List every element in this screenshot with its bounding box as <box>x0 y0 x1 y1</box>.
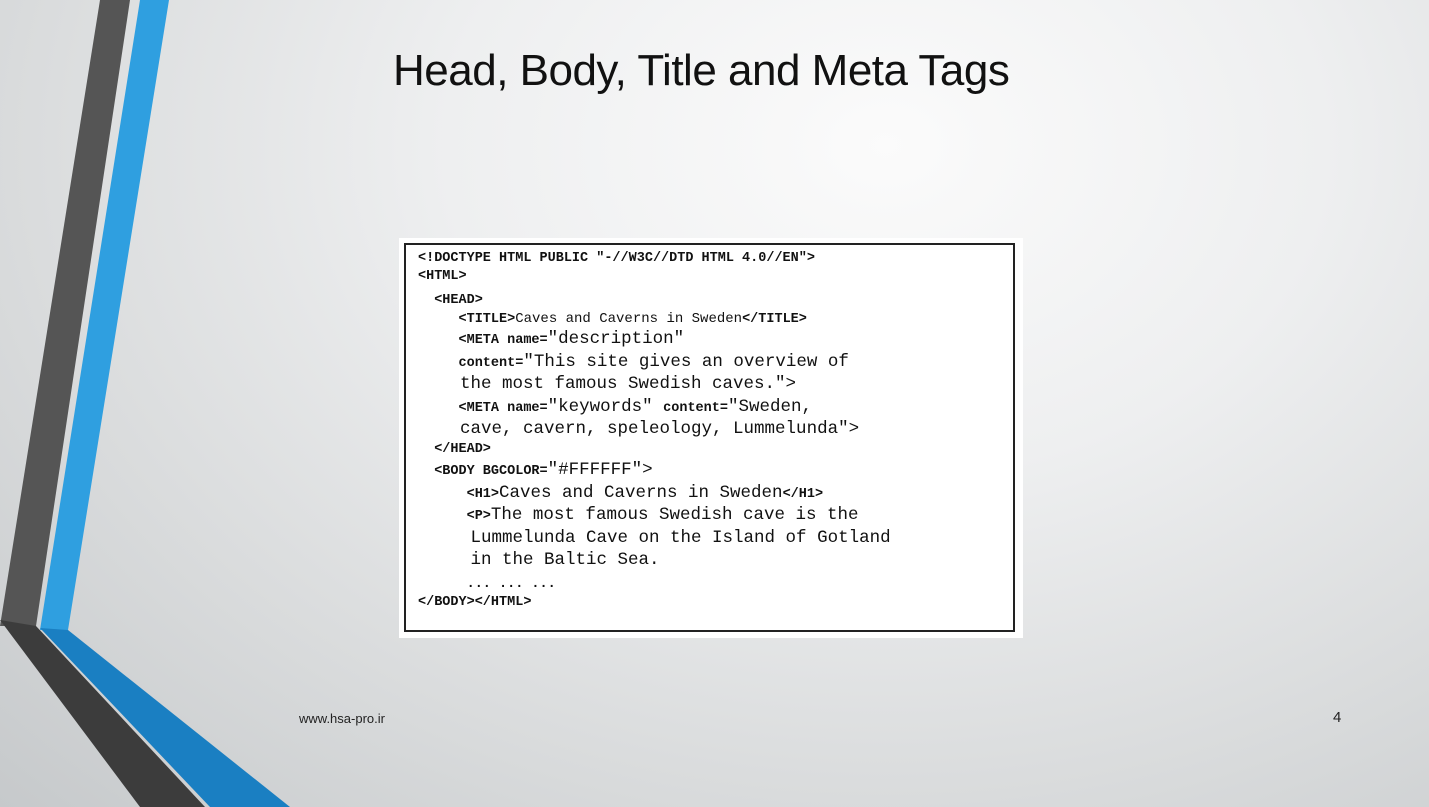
code-line <box>418 421 1013 439</box>
code-fragment: <HTML> <box>418 268 467 284</box>
code-fragment: Caves and Caverns in Sweden <box>515 310 743 327</box>
code-line <box>418 249 1013 266</box>
code-fragment: <TITLE> <box>418 311 516 327</box>
code-line <box>418 482 1013 503</box>
code-fragment: <P> <box>418 509 491 524</box>
code-fragment: <HEAD> <box>418 293 483 308</box>
code-fragment: "This site gives an overview of <box>523 351 849 372</box>
code-line <box>418 396 1013 417</box>
code-fragment: </BODY></HTML> <box>418 595 532 610</box>
code-line <box>418 291 1013 308</box>
code-fragment: cave, cavern, speleology, Lummelunda"> <box>418 419 860 439</box>
code-fragment: <META name= <box>418 333 548 348</box>
page-number: 4 <box>1333 709 1342 726</box>
code-line <box>418 575 1013 592</box>
dark-gray-wedge <box>0 620 205 807</box>
code-line <box>418 440 1013 457</box>
code-line <box>418 376 1013 394</box>
code-line <box>418 310 1013 327</box>
code-fragment: </TITLE> <box>742 311 807 327</box>
code-fragment: The most famous Swedish cave is the <box>490 505 859 525</box>
code-fragment: <META name= <box>418 400 548 416</box>
code-line <box>418 462 1013 480</box>
code-line <box>418 552 1013 570</box>
code-line <box>418 331 1013 349</box>
code-line <box>418 267 1013 284</box>
code-fragment: <!DOCTYPE HTML PUBLIC "-//W3C//DTD HTML 4.0//EN"> <box>418 251 815 266</box>
slide-title: Head, Body, Title and Meta Tags <box>393 46 1010 95</box>
code-fragment: content= <box>663 400 728 416</box>
code-fragment: "keywords" <box>547 396 664 417</box>
code-line <box>418 507 1013 525</box>
code-fragment: <BODY BGCOLOR= <box>418 464 548 479</box>
code-fragment: </HEAD> <box>418 441 491 457</box>
code-fragment: the most famous Swedish caves."> <box>418 374 797 394</box>
code-sample-image <box>399 238 1023 638</box>
code-fragment: content= <box>418 355 524 371</box>
code-fragment: in the Baltic Sea. <box>418 550 660 570</box>
code-fragment: "description" <box>547 329 685 349</box>
code-sample-box <box>404 243 1015 632</box>
footer-url: www.hsa-pro.ir <box>299 711 385 726</box>
code-line <box>418 527 1013 548</box>
code-fragment: <H1> <box>418 486 500 502</box>
code-fragment: Caves and Caverns in Sweden <box>499 482 783 503</box>
code-line <box>418 351 1013 372</box>
code-fragment: "Sweden, <box>727 396 812 417</box>
code-fragment: "#FFFFFF"> <box>547 460 653 480</box>
code-fragment: ... ... ... <box>418 576 556 592</box>
code-line <box>418 593 1013 610</box>
code-fragment: Lummelunda Cave on the Island of Gotland <box>418 527 891 548</box>
code-fragment: </H1> <box>782 486 824 502</box>
